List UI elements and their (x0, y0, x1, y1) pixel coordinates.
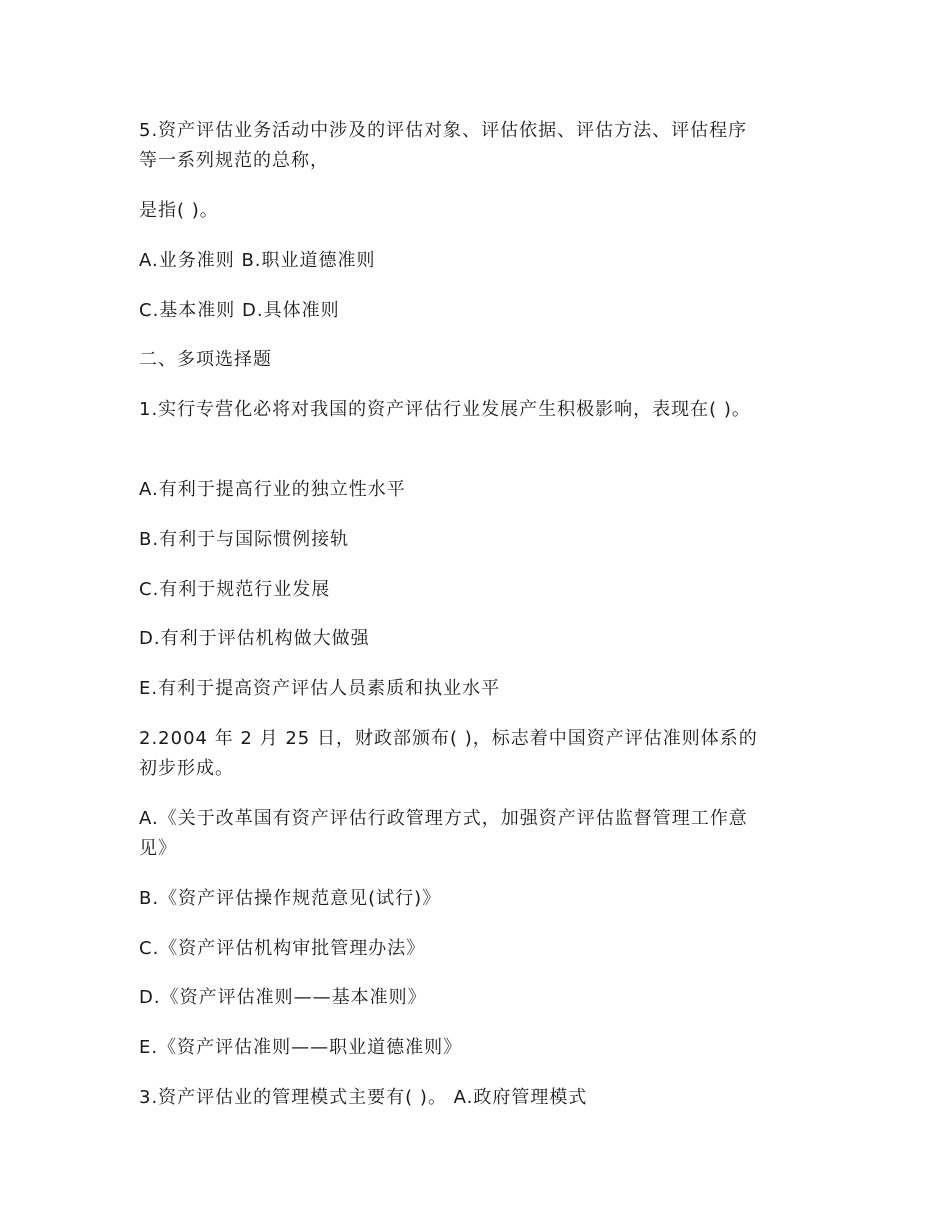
m2-option-c: C.《资产评估机构审批管理办法》 (139, 938, 426, 959)
m1-option-d: D.有利于评估机构做大做强 (139, 628, 370, 649)
q5-question-line-2: 等一系列规范的总称， (139, 150, 329, 171)
m2-option-d: D.《资产评估准则——基本准则》 (139, 987, 427, 1008)
m2-option-e: E.《资产评估准则——职业道德准则》 (139, 1037, 463, 1058)
m1-option-b: B.有利于与国际惯例接轨 (139, 529, 350, 550)
q5-question-line-1: 5.资产评估业务活动中涉及的评估对象、评估依据、评估方法、评估程序 (139, 120, 748, 141)
q5-options-cd: C.基本准则 D.具体准则 (139, 300, 340, 321)
m2-option-b: B.《资产评估操作规范意见(试行)》 (139, 888, 442, 909)
m1-question: 1.实行专营化必将对我国的资产评估行业发展产生积极影响，表现在( )。 (139, 399, 751, 420)
m1-option-e: E.有利于提高资产评估人员素质和执业水平 (139, 678, 501, 699)
m1-option-a: A.有利于提高行业的独立性水平 (139, 479, 406, 500)
section-title: 二、多项选择题 (139, 349, 272, 370)
m3-question: 3.资产评估业的管理模式主要有( )。 A.政府管理模式 (139, 1087, 588, 1108)
q5-options-ab: A.业务准则 B.职业道德准则 (139, 250, 376, 271)
q5-question-line-3: 是指( )。 (139, 200, 219, 221)
m2-question-line-1: 2.2004 年 2 月 25 日，财政部颁布( )，标志着中国资产评估准则体系的 (139, 728, 758, 749)
m2-question-line-2: 初步形成。 (139, 758, 234, 779)
m1-option-c: C.有利于规范行业发展 (139, 579, 331, 600)
m2-option-a-line-1: A.《关于改革国有资产评估行政管理方式，加强资产评估监督管理工作意 (139, 808, 748, 829)
m2-option-a-line-2: 见》 (139, 838, 177, 859)
